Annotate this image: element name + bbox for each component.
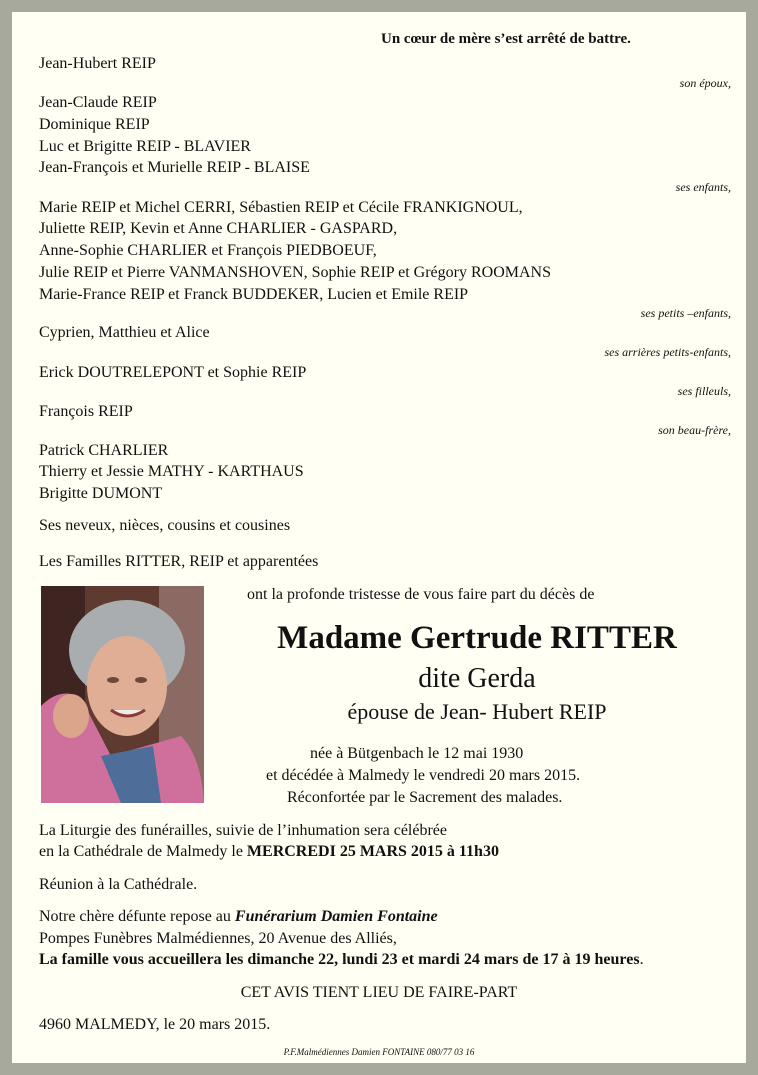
nephews-line: Ses neveux, nièces, cousins et cousines <box>39 517 291 534</box>
grandchildren-line-3: Anne-Sophie CHARLIER et François PIEDBOEUF, <box>39 242 377 259</box>
great-grandchildren-role: ses arrières petits-enfants, <box>604 345 731 359</box>
reunion-line: Réunion à la Cathédrale. <box>39 876 198 893</box>
service-line-2 <box>39 841 499 862</box>
service-line-2-prefix: en la Cathédrale de Malmedy le <box>39 843 247 860</box>
brother-in-law: François REIP <box>39 403 133 420</box>
footer-credit: P.F.Malmédiennes Damien FONTAINE 080/77 03 16 <box>283 1047 475 1057</box>
deceased-spouse: épouse de Jean- Hubert REIP <box>347 699 607 724</box>
grandchildren-line-1: Marie REIP et Michel CERRI, Sébastien REIP et Cécile FRANKIGNOUL, <box>39 199 523 216</box>
place-date: 4960 MALMEDY, le 20 mars 2015. <box>39 1016 271 1033</box>
funeral-home-name: Funérarium Damien Fontaine <box>234 908 438 925</box>
children-role: ses enfants, <box>675 180 731 194</box>
visiting-end: . <box>639 951 644 968</box>
header-quote: Un cœur de mère s’est arrêté de battre. <box>381 31 631 47</box>
grandchildren-line-5: Marie-France REIP et Franck BUDDEKER, Lucien et Emile REIP <box>39 286 469 303</box>
death-line: et décédée à Malmedy le vendredi 20 mars 2015. <box>266 767 581 784</box>
child-4: Jean-François et Murielle REIP - BLAISE <box>39 159 310 176</box>
visiting-hours: La famille vous accueillera les dimanche 22, lundi 23 et mardi 24 mars de 17 à 19 heures <box>39 951 640 968</box>
grandchildren-role: ses petits –enfants, <box>640 306 731 320</box>
announcement-intro: ont la profonde tristesse de vous faire part du décès de <box>247 586 595 603</box>
spouse-role: son époux, <box>679 76 731 90</box>
visiting-line <box>39 949 644 970</box>
repose-prefix: Notre chère défunte repose au <box>39 908 235 925</box>
obituary-card <box>12 12 746 1063</box>
portrait-photo <box>41 586 204 803</box>
deceased-name: Madame Gertrude RITTER <box>277 620 677 656</box>
godchildren-role: ses filleuls, <box>677 384 731 398</box>
families-line: Les Familles RITTER, REIP et apparentées <box>39 553 319 570</box>
other-2: Thierry et Jessie MATHY - KARTHAUS <box>39 463 304 480</box>
sacrament-line: Réconfortée par le Sacrement des malades. <box>287 789 563 806</box>
other-3: Brigitte DUMONT <box>39 485 163 502</box>
child-1: Jean-Claude REIP <box>39 94 157 111</box>
notice-line: CET AVIS TIENT LIEU DE FAIRE-PART <box>240 984 518 1001</box>
spouse-name: Jean-Hubert REIP <box>39 55 156 72</box>
repose-line <box>39 906 438 927</box>
service-line-1: La Liturgie des funérailles, suivie de l’inhumation sera célébrée <box>39 822 447 839</box>
birth-line: née à Bütgenbach le 12 mai 1930 <box>310 745 524 762</box>
other-1: Patrick CHARLIER <box>39 442 169 459</box>
great-grandchildren: Cyprien, Matthieu et Alice <box>39 324 210 341</box>
deceased-nickname: dite Gerda <box>418 663 536 694</box>
grandchildren-line-2: Juliette REIP, Kevin et Anne CHARLIER - GASPARD, <box>39 220 398 237</box>
portrait-illustration <box>41 586 204 803</box>
grandchildren-line-4: Julie REIP et Pierre VANMANSHOVEN, Sophie REIP et Grégory ROOMANS <box>39 264 551 281</box>
godchildren: Erick DOUTRELEPONT et Sophie REIP <box>39 364 307 381</box>
brother-in-law-role: son beau-frère, <box>658 423 731 437</box>
child-2: Dominique REIP <box>39 116 150 133</box>
service-datetime: MERCREDI 25 MARS 2015 à 11h30 <box>246 843 499 860</box>
address-line: Pompes Funèbres Malmédiennes, 20 Avenue des Alliés, <box>39 930 397 947</box>
child-3: Luc et Brigitte REIP - BLAVIER <box>39 138 251 155</box>
